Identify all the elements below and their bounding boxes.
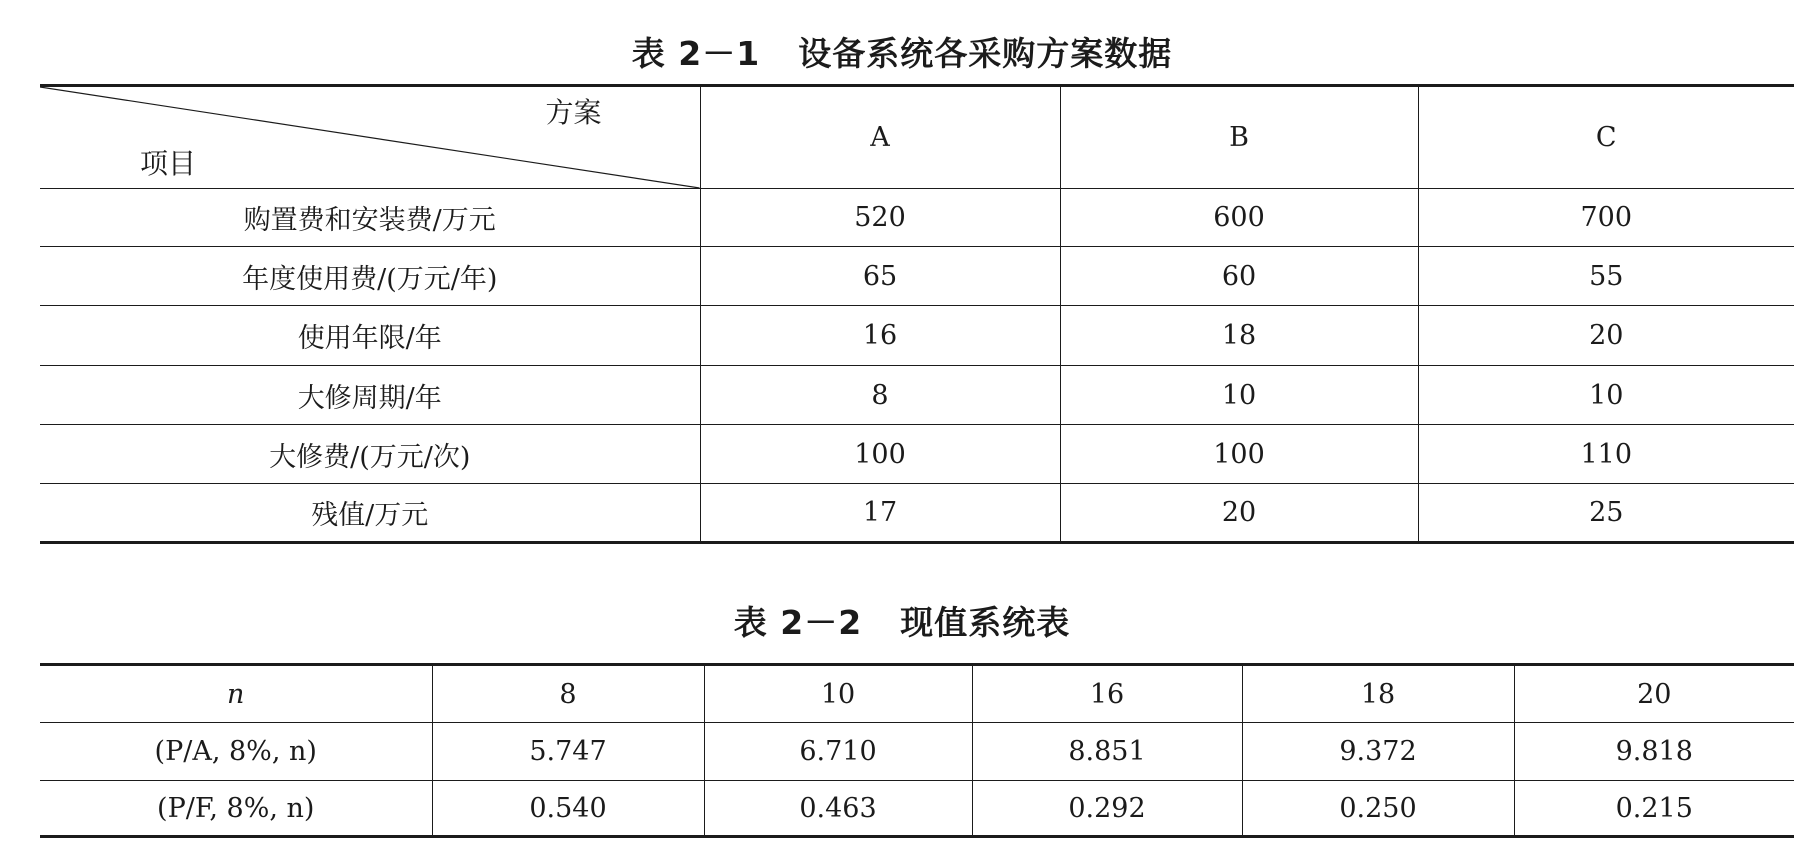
table-cell: 110 — [1418, 425, 1794, 484]
table1-caption-number: 表 2－1 — [631, 34, 761, 73]
table1-caption — [0, 28, 1804, 75]
row-label: 使用年限/年 — [40, 306, 700, 366]
table-cell: 0.540 — [432, 781, 704, 837]
table-row — [40, 189, 1794, 247]
table-cell: 60 — [1060, 247, 1418, 306]
table-cell: 65 — [700, 247, 1060, 306]
row-label: 大修费/(万元/次) — [40, 425, 700, 484]
table-cell: 0.215 — [1514, 781, 1794, 837]
column-header-b: B — [1060, 86, 1418, 189]
table-cell: 100 — [700, 425, 1060, 484]
table-cell: 6.710 — [704, 723, 972, 781]
period-header-cell: 10 — [704, 665, 972, 723]
table-cell: 55 — [1418, 247, 1794, 306]
table-cell: 9.372 — [1242, 723, 1514, 781]
table-cell: 16 — [700, 306, 1060, 366]
table-cell: 17 — [700, 484, 1060, 543]
table-cell: 0.250 — [1242, 781, 1514, 837]
table-cell: 520 — [700, 189, 1060, 247]
period-header-cell: 8 — [432, 665, 704, 723]
table-cell: 0.463 — [704, 781, 972, 837]
table-cell: 18 — [1060, 306, 1418, 366]
table2-caption-title: 现值系统表 — [900, 603, 1071, 642]
row-label: 大修周期/年 — [40, 366, 700, 425]
row-label: 残值/万元 — [40, 484, 700, 543]
procurement-options-table — [40, 84, 1794, 544]
table-row — [40, 425, 1794, 484]
corner-label-options: 方案 — [545, 96, 602, 129]
factor-label-pa: (P/A, 8%, n) — [40, 723, 432, 781]
table-cell: 5.747 — [432, 723, 704, 781]
table-cell: 10 — [1418, 366, 1794, 425]
factor-label-pf: (P/F, 8%, n) — [40, 781, 432, 837]
period-header-cell: 20 — [1514, 665, 1794, 723]
row-label: 购置费和安装费/万元 — [40, 189, 700, 247]
table-cell: 20 — [1418, 306, 1794, 366]
table-cell: 20 — [1060, 484, 1418, 543]
table-row — [40, 366, 1794, 425]
table1-header-row — [40, 86, 1794, 189]
table-cell: 8 — [700, 366, 1060, 425]
period-header-cell: 18 — [1242, 665, 1514, 723]
table-cell: 8.851 — [972, 723, 1242, 781]
table-cell: 600 — [1060, 189, 1418, 247]
column-header-a: A — [700, 86, 1060, 189]
table2-caption — [0, 597, 1804, 644]
period-header-label: n — [40, 665, 432, 723]
table1-corner-cell — [40, 86, 700, 189]
row-label: 年度使用费/(万元/年) — [40, 247, 700, 306]
column-header-c: C — [1418, 86, 1794, 189]
corner-label-items: 项目 — [140, 147, 197, 180]
present-value-factor-table — [40, 663, 1794, 838]
period-header-cell: 16 — [972, 665, 1242, 723]
table-row — [40, 723, 1794, 781]
table2-header-row — [40, 665, 1794, 723]
table-cell: 9.818 — [1514, 723, 1794, 781]
table2-caption-number: 表 2－2 — [733, 603, 863, 642]
table-cell: 700 — [1418, 189, 1794, 247]
table-row — [40, 247, 1794, 306]
table-row — [40, 306, 1794, 366]
table-cell: 25 — [1418, 484, 1794, 543]
table-cell: 100 — [1060, 425, 1418, 484]
table-row — [40, 484, 1794, 543]
table-row — [40, 781, 1794, 837]
table-cell: 10 — [1060, 366, 1418, 425]
table-cell: 0.292 — [972, 781, 1242, 837]
table1-caption-title: 设备系统各采购方案数据 — [798, 34, 1173, 73]
